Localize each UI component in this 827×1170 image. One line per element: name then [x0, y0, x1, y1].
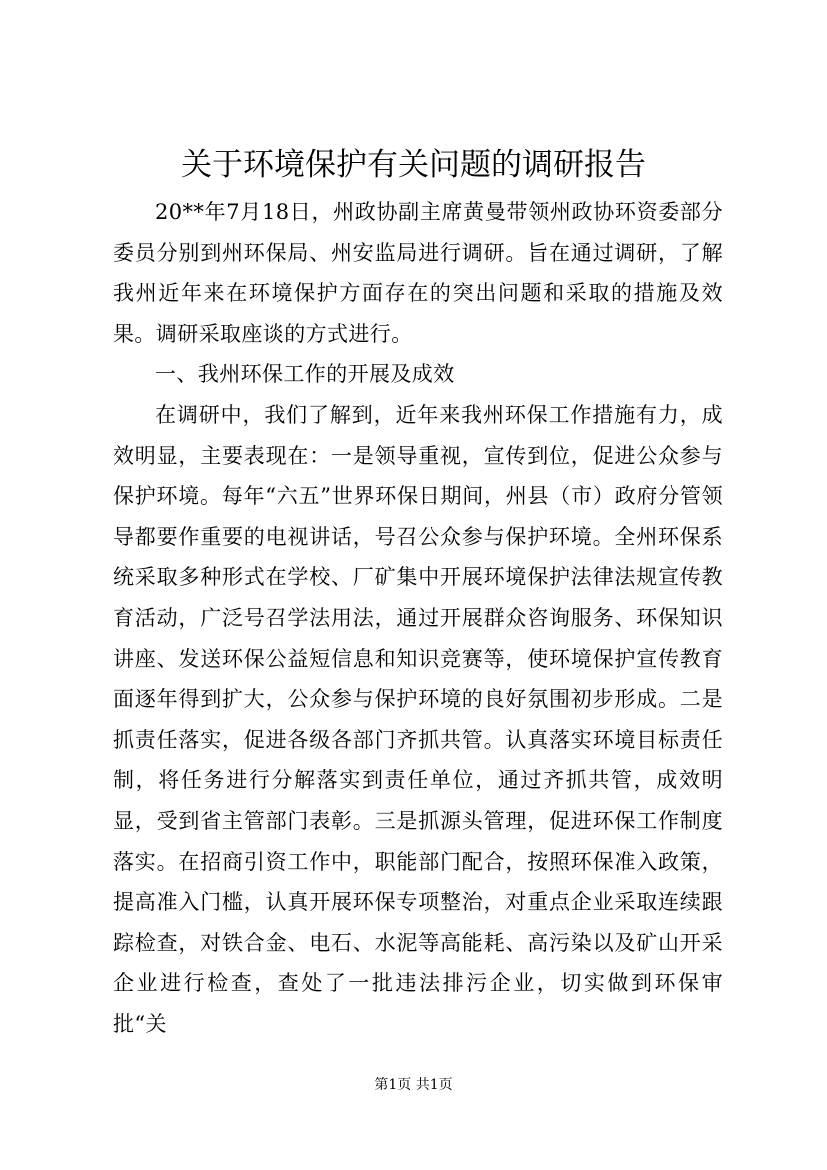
paragraph-findings: 在调研中，我们了解到，近年来我州环保工作措施有力，成效明显，主要表现在：一是领导重视，宣传到位，促进公众参与保护环境。每年“六五”世界环保日期间，州县（市）政府分管领导都要作重要的电视讲话，号召公众参与保护环境。全州环保系统采取多种形式在学校、厂矿集中开展环境保护法律法规宣传教育活动，广泛号召学法用法，通过开展群众咨询服务、环保知识讲座、发送环保公益短信息和知识竞赛等，使环境保护宣传教育面逐年得到扩大，公众参与保护环境的良好氛围初步形成。二是抓责任落实，促进各级各部门齐抓共管。认真落实环境目标责任制，将任务进行分解落实到责任单位，通过齐抓共管，成效明显，受到省主管部门表彰。三是抓源头管理，促进环保工作制度落实。在招商引资工作中，职能部门配合，按照环保准入政策，提高准入门槛，认真开展环保专项整治，对重点企业采取连续跟踪检查，对铁合金、电石、水泥等高能耗、高污染以及矿山开采企业进行检查，查处了一批违法排污企业，切实做到环保审批“关: [113, 402, 723, 1036]
document-body: [113, 192, 723, 1044]
page-footer: 第1页 共1页: [374, 1077, 453, 1093]
paragraph-intro: 20**年7月18日，州政协副主席黄曼带领州政协环资委部分委员分别到州环保局、州安监局进行调研。旨在通过调研，了解我州近年来在环境保护方面存在的突出问题和采取的措施及效果。调研采取座谈的方式进行。: [113, 200, 723, 346]
document-title: 关于环境保护有关问题的调研报告: [181, 147, 646, 183]
section-heading: 一、我州环保工作的开展及成效: [155, 362, 455, 387]
